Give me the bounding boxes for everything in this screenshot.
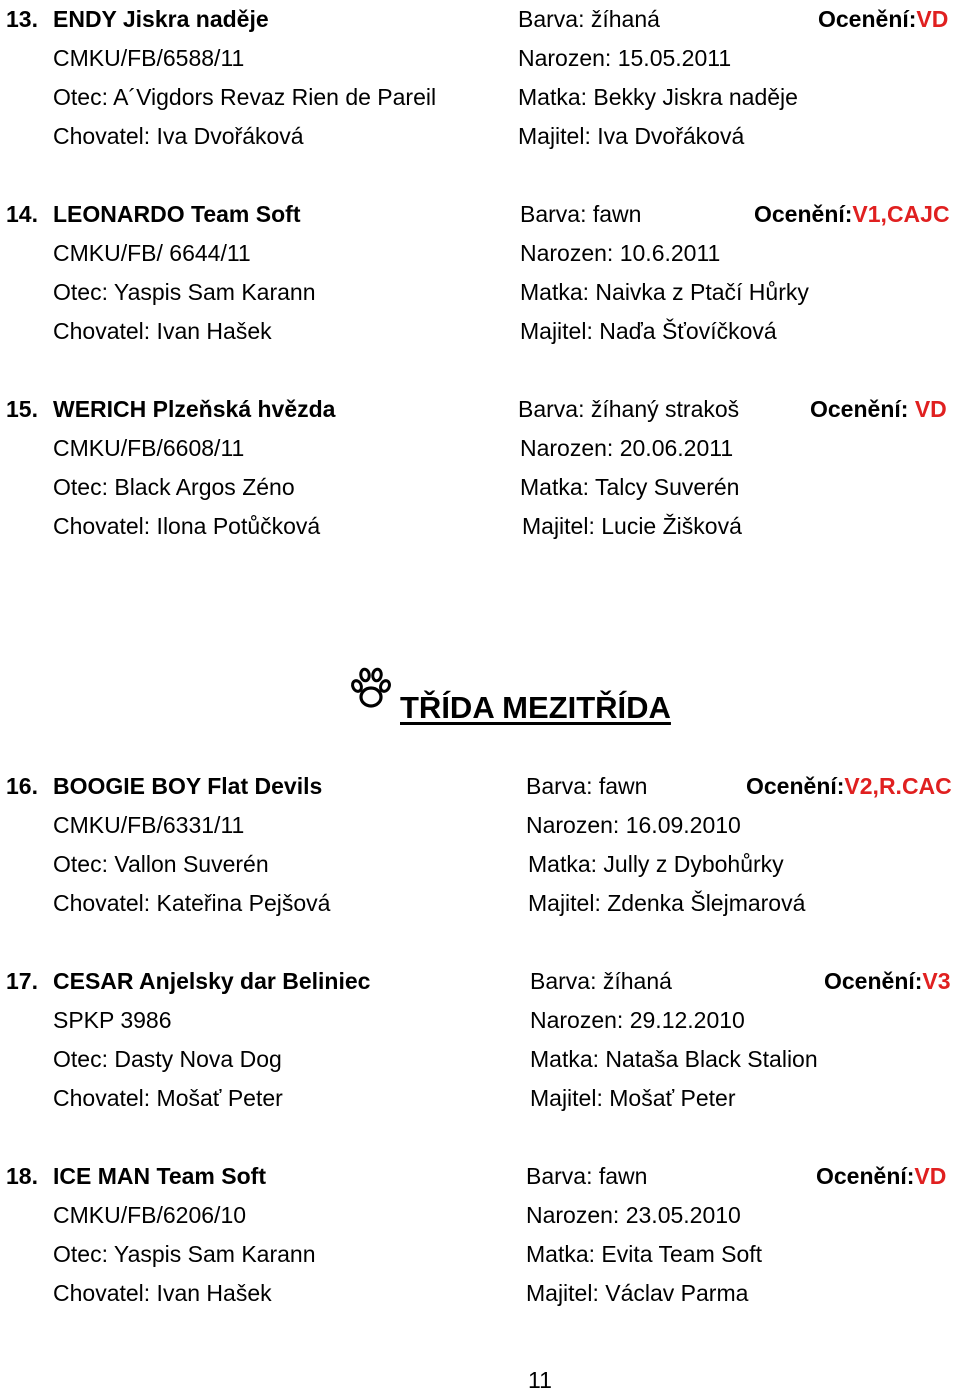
sire: Otec: A´Vigdors Revaz Rien de Pareil <box>53 84 437 110</box>
owner: Majitel: Zdenka Šlejmarová <box>528 890 806 916</box>
registration-number: CMKU/FB/ 6644/11 <box>53 240 251 266</box>
entry-reg-line <box>0 1200 960 1230</box>
dog-entry-18 <box>0 1161 960 1321</box>
dam: Matka: Talcy Suverén <box>520 474 740 500</box>
entry-owner-line <box>0 121 960 151</box>
dog-name: WERICH Plzeňská hvězda <box>53 396 336 422</box>
dog-name: ENDY Jiskra naděje <box>53 6 269 32</box>
oceneni-field <box>816 1161 946 1191</box>
dog-name: CESAR Anjelsky dar Beliniec <box>53 968 371 994</box>
dam: Matka: Naivka z Ptačí Hůrky <box>520 279 809 305</box>
sire: Otec: Yaspis Sam Karann <box>53 279 316 305</box>
oceneni-label: Ocenění: <box>746 773 845 799</box>
entry-parents-line <box>0 277 960 307</box>
entry-parents-line <box>0 1044 960 1074</box>
birth-date: Narozen: 16.09.2010 <box>526 812 741 838</box>
birth-date: Narozen: 15.05.2011 <box>518 45 732 71</box>
owner: Majitel: Naďa Šťovíčková <box>520 318 777 344</box>
entry-header-line <box>0 394 960 424</box>
sire: Otec: Vallon Suverén <box>53 851 269 877</box>
dog-entry-17 <box>0 966 960 1126</box>
barva-field: Barva: žíhaná <box>518 6 660 32</box>
owner: Majitel: Lucie Žišková <box>522 513 742 539</box>
entry-owner-line <box>0 1083 960 1113</box>
section-heading <box>340 660 740 730</box>
breeder: Chovatel: Ivan Hašek <box>53 1280 272 1306</box>
barva-field: Barva: fawn <box>526 773 648 799</box>
registration-number: CMKU/FB/6608/11 <box>53 435 245 461</box>
dog-name: LEONARDO Team Soft <box>53 201 301 227</box>
oceneni-value: VD <box>914 396 947 422</box>
barva-field: Barva: žíhaná <box>530 968 672 994</box>
birth-date: Narozen: 20.06.2011 <box>520 435 734 461</box>
dog-name: BOOGIE BOY Flat Devils <box>53 773 323 799</box>
dam: Matka: Nataša Black Stalion <box>530 1046 818 1072</box>
dog-entry-13 <box>0 4 960 164</box>
entry-number: 15. <box>6 396 38 422</box>
oceneni-value: VD <box>916 6 949 32</box>
barva-field: Barva: fawn <box>520 201 642 227</box>
entry-parents-line <box>0 472 960 502</box>
birth-date: Narozen: 29.12.2010 <box>530 1007 745 1033</box>
sire: Otec: Black Argos Zéno <box>53 474 295 500</box>
oceneni-field <box>810 394 947 424</box>
barva-field: Barva: fawn <box>526 1163 648 1189</box>
entry-header-line <box>0 1161 960 1191</box>
dog-entry-16 <box>0 771 960 931</box>
oceneni-label: Ocenění: <box>816 1163 915 1189</box>
breeder: Chovatel: Kateřina Pejšová <box>53 890 331 916</box>
entry-header-line <box>0 966 960 996</box>
entry-parents-line <box>0 82 960 112</box>
oceneni-value: V3 <box>922 968 951 994</box>
breeder: Chovatel: Iva Dvořáková <box>53 123 304 149</box>
birth-date: Narozen: 23.05.2010 <box>526 1202 741 1228</box>
oceneni-value: V1,CAJC <box>852 201 950 227</box>
oceneni-value: V2,R.CAC <box>844 773 952 799</box>
entry-reg-line <box>0 238 960 268</box>
entry-header-line <box>0 771 960 801</box>
entry-owner-line <box>0 511 960 541</box>
oceneni-field <box>818 4 948 34</box>
owner: Majitel: Iva Dvořáková <box>518 123 745 149</box>
entry-reg-line <box>0 1005 960 1035</box>
dam: Matka: Evita Team Soft <box>526 1241 763 1267</box>
oceneni-label: Ocenění: <box>824 968 923 994</box>
section-title: TŘÍDA MEZITŘÍDA <box>400 690 671 725</box>
dog-entry-14 <box>0 199 960 359</box>
dam: Matka: Jully z Dybohůrky <box>528 851 784 877</box>
registration-number: CMKU/FB/6206/10 <box>53 1202 247 1228</box>
oceneni-field <box>824 966 951 996</box>
breeder: Chovatel: Ivan Hašek <box>53 318 272 344</box>
oceneni-label: Ocenění: <box>754 201 853 227</box>
entry-parents-line <box>0 849 960 879</box>
entry-number: 16. <box>6 773 38 799</box>
sire: Otec: Dasty Nova Dog <box>53 1046 282 1072</box>
owner: Majitel: Václav Parma <box>526 1280 749 1306</box>
entry-header-line <box>0 199 960 229</box>
birth-date: Narozen: 10.6.2011 <box>520 240 721 266</box>
page-number: 11 <box>528 1367 552 1393</box>
oceneni-label: Ocenění: <box>810 396 915 422</box>
breeder: Chovatel: Mošať Peter <box>53 1085 283 1111</box>
entry-owner-line <box>0 316 960 346</box>
oceneni-label: Ocenění: <box>818 6 917 32</box>
entry-owner-line <box>0 1278 960 1308</box>
entry-header-line <box>0 4 960 34</box>
oceneni-field <box>754 199 950 229</box>
paw-print-icon <box>348 666 394 712</box>
registration-number: CMKU/FB/6588/11 <box>53 45 245 71</box>
entry-number: 14. <box>6 201 38 227</box>
registration-number: CMKU/FB/6331/11 <box>53 812 245 838</box>
entry-number: 18. <box>6 1163 38 1189</box>
barva-field: Barva: žíhaný strakoš <box>518 396 740 422</box>
dog-name: ICE MAN Team Soft <box>53 1163 266 1189</box>
oceneni-value: VD <box>914 1163 947 1189</box>
entry-reg-line <box>0 810 960 840</box>
dog-entry-15 <box>0 394 960 554</box>
entry-parents-line <box>0 1239 960 1269</box>
owner: Majitel: Mošať Peter <box>530 1085 736 1111</box>
dam: Matka: Bekky Jiskra naděje <box>518 84 798 110</box>
entry-number: 17. <box>6 968 38 994</box>
entry-reg-line <box>0 43 960 73</box>
oceneni-field <box>746 771 952 801</box>
entry-reg-line <box>0 433 960 463</box>
entry-number: 13. <box>6 6 38 32</box>
breeder: Chovatel: Ilona Potůčková <box>53 513 321 539</box>
registration-number: SPKP 3986 <box>53 1007 172 1033</box>
entry-owner-line <box>0 888 960 918</box>
sire: Otec: Yaspis Sam Karann <box>53 1241 316 1267</box>
